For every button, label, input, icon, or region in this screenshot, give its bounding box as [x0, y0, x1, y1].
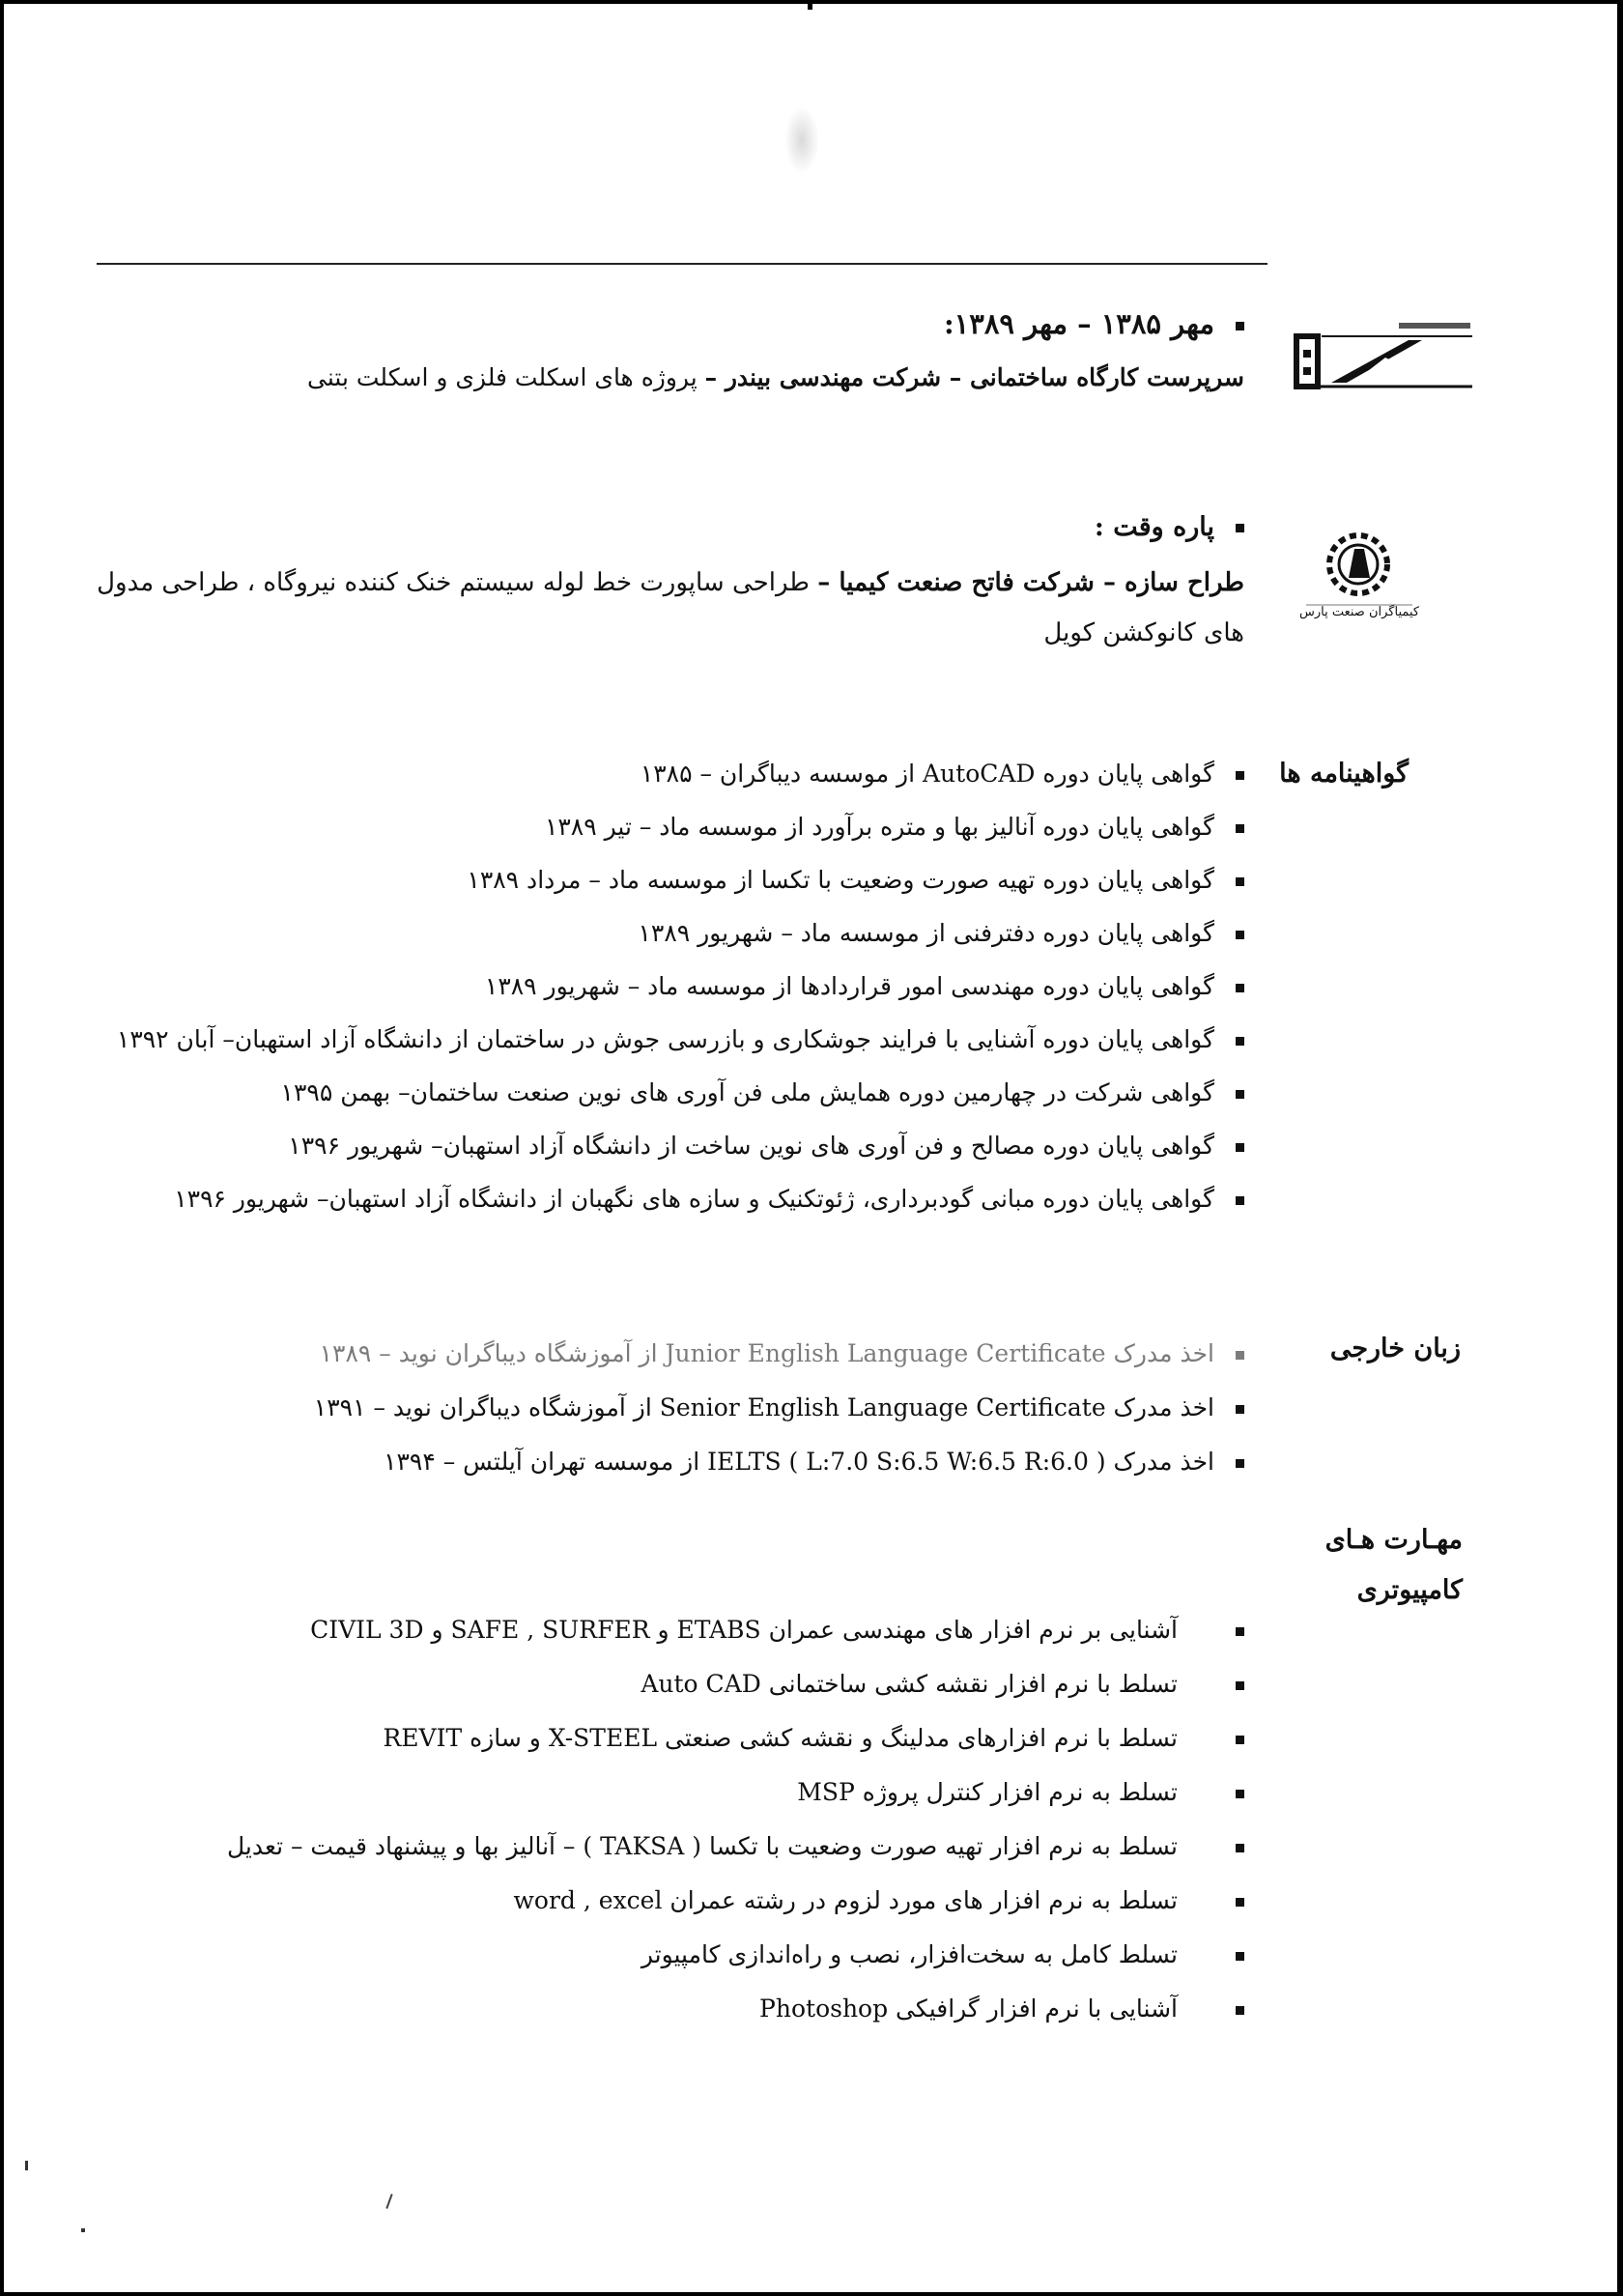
- certificate-item: [545, 813, 1244, 841]
- certificate-item: [467, 866, 1244, 894]
- bullet-icon: [1236, 1898, 1244, 1907]
- bullet-icon: [1236, 322, 1244, 330]
- bullet-icon: [1236, 1405, 1244, 1414]
- certificate-item: [641, 760, 1244, 788]
- certificate-text: گواهی پایان دوره مصالح و فن آوری های نوین ساخت از دانشگاه آزاد استهبان– شهریور ۱۳۹۶: [288, 1132, 1214, 1160]
- certificate-text: گواهی شرکت در چهارمین دوره همایش ملی فن آوری های نوین صنعت ساختمان– بهمن ۱۳۹۵: [280, 1078, 1214, 1106]
- language-text: اخذ مدرک IELTS ( L:7.0 S:6.5 W:6.5 R:6.0 ) از موسسه تهران آیلتس – ۱۳۹۴: [384, 1448, 1214, 1476]
- bullet-icon: [1236, 1844, 1244, 1852]
- skill-item: [641, 1940, 1244, 1968]
- job1-desc: پروژه های اسکلت فلزی و اسکلت بتنی: [307, 363, 698, 391]
- certificate-item: [117, 1025, 1244, 1053]
- certificate-text: گواهی پایان دوره دفترفنی از موسسه ماد – شهریور ۱۳۸۹: [638, 919, 1214, 947]
- job2-role-line: [97, 568, 1244, 597]
- job1-period: مهر ۱۳۸۵ – مهر ۱۳۸۹:: [943, 307, 1214, 340]
- computer-skills-list: [104, 1616, 1244, 2041]
- certificate-text: گواهی پایان دوره تهیه صورت وضعیت با تکسا از موسسه ماد – مرداد ۱۳۸۹: [467, 866, 1214, 894]
- certificate-text: گواهی پایان دوره آشنایی با فرایند جوشکاری و بازرسی جوش در ساختمان از دانشگاه آزاد استهبان– آبان ۱۳۹۲: [116, 1025, 1214, 1053]
- skill-item: [310, 1616, 1244, 1644]
- certificate-text: گواهی پایان دوره آنالیز بها و متره برآورد از موسسه ماد – تیر ۱۳۸۹: [544, 813, 1214, 841]
- job2-title: طراح سازه – شرکت فاتح صنعت کیمیا –: [817, 568, 1244, 597]
- skill-item: [797, 1778, 1244, 1806]
- bullet-icon: [1236, 1090, 1244, 1099]
- certificate-item: [281, 1078, 1244, 1106]
- bullet-icon: [1236, 1790, 1244, 1798]
- bullet-icon: [1236, 1351, 1244, 1360]
- skill-text: آشنایی با نرم افزار گرافیکی Photoshop: [759, 1995, 1178, 2023]
- gear-logo-caption: کیمیاگران صنعت پارس: [1298, 605, 1420, 619]
- skill-text: تسلط با نرم افزارهای مدلینگ و نقشه کشی صنعتی X-STEEL و سازه REVIT: [383, 1724, 1178, 1752]
- bullet-icon: [1236, 1196, 1244, 1205]
- bullet-icon: [1236, 1736, 1244, 1744]
- certificate-item: [485, 972, 1244, 1000]
- skill-text: تسلط به نرم افزار کنترل پروژه MSP: [797, 1778, 1178, 1806]
- job2-period: پاره وقت :: [1094, 512, 1214, 542]
- job1-role-line: [307, 363, 1244, 391]
- bullet-icon: [1236, 1952, 1244, 1961]
- bullet-icon: [1236, 1627, 1244, 1636]
- languages-list: [278, 1339, 1244, 1494]
- language-text: اخذ مدرک Junior English Language Certificate از آموزشگاه دیباگران نوید – ۱۳۸۹: [319, 1339, 1214, 1367]
- certificate-item: [639, 919, 1245, 947]
- language-item: [314, 1393, 1244, 1421]
- certificate-text: گواهی پایان دوره مهندسی امور قراردادها از موسسه ماد – شهریور ۱۳۸۹: [484, 972, 1214, 1000]
- skill-text: تسلط به نرم افزار های مورد لزوم در رشته عمران word , excel: [513, 1886, 1178, 1914]
- language-item: [384, 1448, 1244, 1476]
- job1-title: سرپرست کارگاه ساختمانی – شرکت مهندسی بیندر –: [704, 363, 1244, 391]
- computer-skills-heading-line1: مهـارت هـای: [1324, 1525, 1463, 1555]
- bullet-icon: [1236, 1037, 1244, 1046]
- skill-item: [514, 1886, 1244, 1914]
- certificate-item: [288, 1132, 1244, 1160]
- certificate-text: گواهی پایان دوره AutoCAD از موسسه دیباگران – ۱۳۸۵: [640, 760, 1214, 788]
- skill-item: [641, 1670, 1244, 1698]
- bullet-icon: [1236, 1681, 1244, 1690]
- scan-speck: [25, 2161, 28, 2170]
- certificates-list: [27, 760, 1244, 1243]
- job2-period-line: [1095, 512, 1244, 542]
- bullet-icon: [1236, 524, 1244, 532]
- skill-text: آشنایی بر نرم افزار های مهندسی عمران ETABS و SAFE , SURFER و CIVIL 3D: [310, 1616, 1178, 1644]
- languages-heading: زبان خارجی: [1329, 1334, 1461, 1363]
- bullet-icon: [1236, 877, 1244, 886]
- bullet-icon: [1236, 1143, 1244, 1152]
- certificates-heading: گواهینامه ها: [1279, 759, 1409, 789]
- computer-skills-heading: [1325, 1515, 1463, 1616]
- scan-mark: [808, 0, 812, 10]
- skill-item: [383, 1724, 1244, 1752]
- gear-company-logo: [1296, 522, 1422, 630]
- scan-speck: [81, 2228, 85, 2232]
- bullet-icon: [1236, 824, 1244, 833]
- skill-text: تسلط کامل به سخت‌افزار، نصب و راه‌اندازی کامپیوتر: [641, 1940, 1178, 1968]
- skill-item: [227, 1832, 1244, 1860]
- certificate-text: گواهی پایان دوره مبانی گودبرداری، ژئوتکنیک و سازه های نگهبان از دانشگاه آزاد استهبان– شهریور ۱۳۹۶: [174, 1185, 1214, 1213]
- bullet-icon: [1236, 1459, 1244, 1468]
- certificate-item: [174, 1185, 1244, 1213]
- scan-smudge: [784, 106, 819, 174]
- binder-company-logo: [1293, 319, 1474, 396]
- bullet-icon: [1236, 771, 1244, 780]
- job2-desc-line2: [1043, 618, 1244, 647]
- job2-desc2: های کانوکشن کویل: [1043, 618, 1244, 647]
- skill-text: تسلط با نرم افزار نقشه کشی ساختمانی Auto CAD: [641, 1670, 1178, 1698]
- header-rule: [97, 263, 1267, 265]
- skill-item: [759, 1995, 1244, 2023]
- job1-block: [278, 307, 1244, 414]
- computer-skills-heading-line2: کامپیوتری: [1356, 1575, 1463, 1605]
- bullet-icon: [1236, 931, 1244, 939]
- bullet-icon: [1236, 2006, 1244, 2015]
- job1-period-line: [944, 307, 1244, 340]
- skill-text: تسلط به نرم افزار تهیه صورت وضعیت با تکسا ( TAKSA ) – آنالیز بها و پیشنهاد قیمت – تعدیل: [227, 1832, 1178, 1860]
- bullet-icon: [1236, 984, 1244, 992]
- language-text: اخذ مدرک Senior English Language Certificate از آموزشگاه دیباگران نوید – ۱۳۹۱: [313, 1393, 1214, 1421]
- job2-block: [85, 512, 1244, 667]
- job2-desc: طراحی ساپورت خط لوله سیستم خنک کننده نیروگاه ، طراحی مدول: [97, 568, 810, 597]
- language-item: [320, 1339, 1244, 1367]
